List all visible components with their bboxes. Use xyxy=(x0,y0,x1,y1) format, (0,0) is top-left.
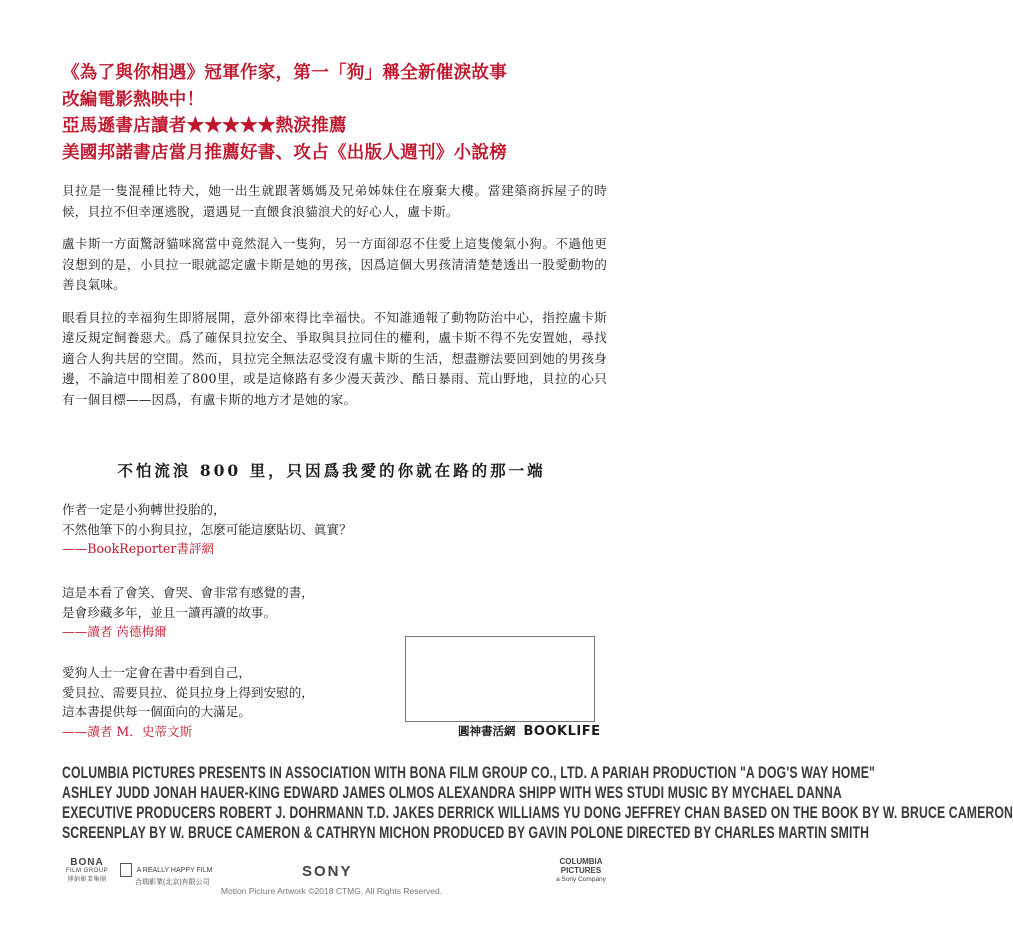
quote-line: 不然他筆下的小狗貝拉，怎麼可能這麼貼切、眞實？ xyxy=(62,521,352,537)
bona-logo-sub: FILM GROUP xyxy=(65,868,109,874)
bona-logo-cn: 博納影業集團 xyxy=(67,877,107,883)
tagline: 不怕流浪 800 里，只因爲我愛的你就在路的那一端 xyxy=(117,461,546,480)
columbia-logo-sub: a Sony Company xyxy=(556,876,606,883)
happy-film-cn: 合瑞影業(北京)有限公司 xyxy=(135,879,210,886)
columbia-logo-text: COLUMBIA PICTURES xyxy=(559,857,603,875)
quote-line: 愛狗人士一定會在書中看到自己， xyxy=(62,665,251,680)
publisher-name: 圓神書活網 xyxy=(458,724,516,738)
happy-film-text: A REALLY HAPPY FILM xyxy=(136,866,213,874)
headline-line: 美國邦諾書店當月推薦好書、攻占《出版人週刊》小說榜 xyxy=(62,142,507,163)
headline-line: 改編電影熱映中！ xyxy=(62,89,205,110)
sony-logo: SONY xyxy=(302,863,353,880)
synopsis-paragraph: 眼看貝拉的幸福狗生即將展開，意外卻來得比幸福快。不知誰通報了動物防治中心，指控盧卡斯違反規定飼養惡犬。爲了確保貝拉安全、爭取與貝拉同住的權利，盧卡斯不得不先安置她，尋找適合人狗共居的空間。然而，貝拉完全無法忍受沒有盧卡斯的生活，想盡辦法要回到她的男孩身邊，不論這中間相差了800里，或是這條路有多少漫天黃沙、酷日暴雨、荒山野地，貝拉的心只有一個目標——因爲，有盧卡斯的地方才是她的家。 xyxy=(62,309,607,407)
quote-source: ——BookReporter書評網 xyxy=(62,541,215,556)
booklife-logo: BOOKLIFE xyxy=(523,724,601,739)
credit-line: ASHLEY JUDD JONAH HAUER-KING EDWARD JAMES OLMOS ALEXANDRA SHIPP WITH WES STUDI MUSIC BY MYCHAEL DANNA xyxy=(62,783,842,802)
credit-line: EXECUTIVE PRODUCERS ROBERT J. DOHRMANN T.D. JAKES DERRICK WILLIAMS YU DONG JEFFREY CHAN BASED ON THE BOOK BY W. BRUCE CAMERON xyxy=(62,803,1013,822)
quote-line: 愛貝拉、需要貝拉、從貝拉身上得到安慰的， xyxy=(62,684,314,700)
synopsis-paragraph: 貝拉是一隻混種比特犬，她一出生就跟著媽媽及兄弟姊妹住在廢棄大樓。當建築商拆屋子的時候，貝拉不但幸運逃脫，還遇見一直餵食浪貓浪犬的好心人，盧卡斯。 xyxy=(62,183,607,219)
review-quote xyxy=(62,583,402,642)
columbia-pictures-logo xyxy=(555,857,607,884)
quote-line: 是會珍藏多年，並且一讀再讀的故事。 xyxy=(62,604,277,620)
film-credits-block xyxy=(62,763,1013,843)
headline-line: 《為了與你相遇》冠軍作家，第一「狗」稱全新催淚故事 xyxy=(62,63,507,83)
bona-logo-text: BONA xyxy=(70,857,104,868)
credit-line: SCREENPLAY BY W. BRUCE CAMERON & CATHRYN MICHON PRODUCED BY GAVIN POLONE DIRECTED BY CHARLES MARTIN SMITH xyxy=(62,823,870,842)
quote-line: 這本書提供每一個面向的大滿足。 xyxy=(62,704,251,719)
synopsis-paragraph: 盧卡斯一方面驚訝貓咪窩當中竟然混入一隻狗，另一方面卻忍不住愛上這隻傻氣小狗。不過他更沒想到的是，小貝拉一眼就認定盧卡斯是她的男孩，因爲這個大男孩清清楚楚透出一股愛動物的善良氣味。 xyxy=(62,236,607,292)
happy-film-icon xyxy=(120,863,132,877)
headline-block xyxy=(62,60,622,166)
quote-line: 這是本看了會笑、會哭、會非常有感覺的書， xyxy=(62,585,314,600)
headline-line: 亞馬遜書店讀者★★★★★熱淚推薦 xyxy=(62,116,347,136)
review-quote xyxy=(62,500,402,559)
review-quote xyxy=(62,663,402,741)
credit-line: COLUMBIA PICTURES PRESENTS IN ASSOCIATION WITH BONA FILM GROUP CO., LTD. A PARIAH PRODUCTION "A DOG'S WAY HOME" xyxy=(62,763,875,782)
image-placeholder-box xyxy=(405,636,595,722)
quote-source: ——讀者 芮德梅爾 xyxy=(62,624,167,639)
copyright-notice: Motion Picture Artwork ©2018 CTMG. All Rights Reserved. xyxy=(220,886,443,896)
happy-film-logo xyxy=(120,863,212,887)
quote-source: ——讀者 M．史蒂文斯 xyxy=(62,723,193,739)
quote-line: 作者一定是小狗轉世投胎的， xyxy=(62,502,226,517)
bona-logo xyxy=(62,857,112,883)
publisher-logo xyxy=(458,723,600,739)
synopsis xyxy=(62,181,607,422)
